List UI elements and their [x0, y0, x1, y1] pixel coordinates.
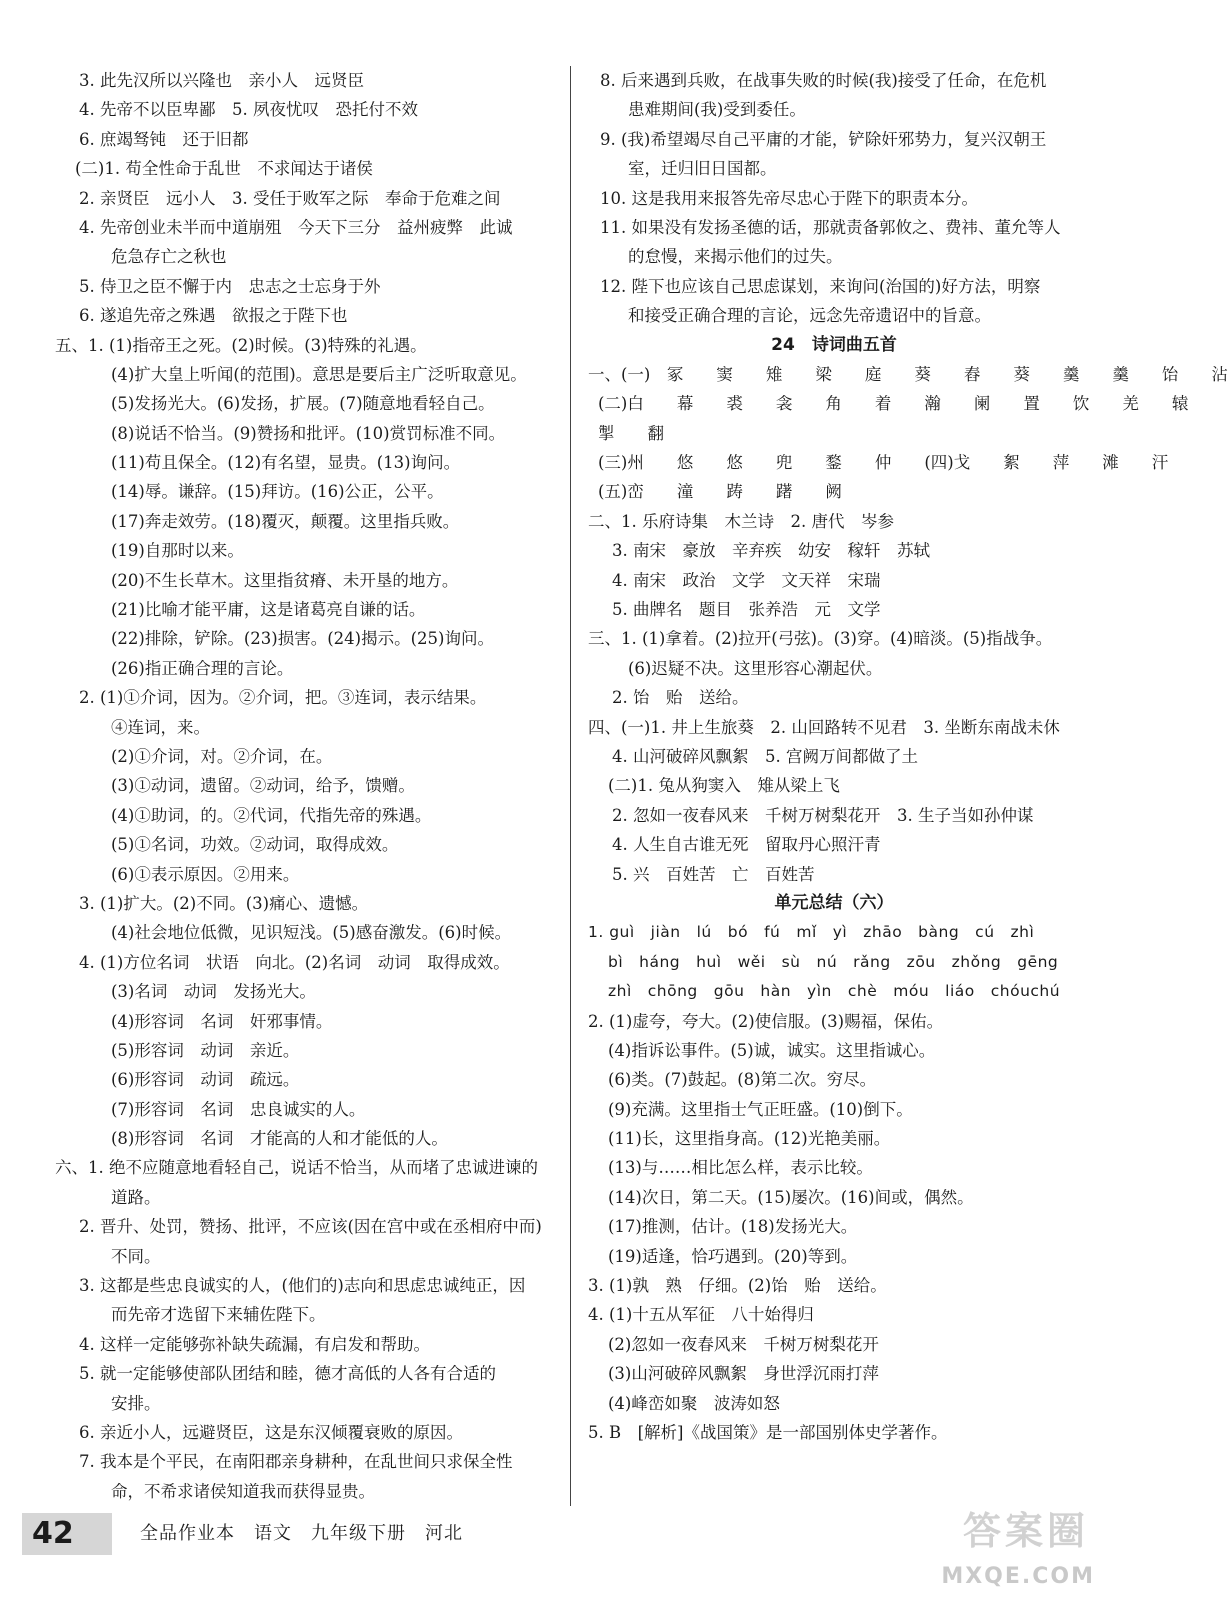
answer-line: 而先帝才选留下来辅佐陛下。 [111, 1305, 326, 1325]
answer-line: 1. guì jiàn lú bó fú mǐ yì zhāo bàng cú zhì [588, 923, 1035, 942]
answer-line: (6)类。(7)鼓起。(8)第二次。穷尽。 [608, 1070, 877, 1090]
answer-line: 4. 这样一定能够弥补缺失疏漏，有启发和帮助。 [79, 1334, 430, 1354]
answer-line: 3. 南宋 豪放 辛弃疾 幼安 稼轩 苏轼 [612, 541, 930, 561]
answer-line: 2. (1)①介词，因为。②介词，把。③连词，表示结果。 [79, 688, 487, 708]
answer-line: 3. 这都是些忠良诚实的人，(他们的)志向和思虑忠诚纯正，因 [79, 1276, 526, 1296]
answer-line: 4. 山河破碎风飘絮 5. 宫阙万间都做了土 [612, 746, 918, 766]
answer-line: 2. 亲贤臣 远小人 3. 受任于败军之际 奉命于危难之间 [79, 188, 501, 208]
answer-line: 6. 亲近小人，远避贤臣，这是东汉倾覆衰败的原因。 [79, 1422, 463, 1442]
answer-line: 5. 就一定能够使部队团结和睦，德才高低的人各有合适的 [79, 1364, 496, 1384]
answer-line: (4)指诉讼事件。(5)诚，诚实。这里指诚心。 [608, 1040, 936, 1060]
watermark [905, 1500, 1095, 1595]
answer-line: 三、1. (1)拿着。(2)拉开(弓弦)。(3)穿。(4)暗淡。(5)指战争。 [588, 629, 1053, 649]
answer-line: 一、(一) 冢 窦 雉 梁 庭 葵 舂 葵 羹 羹 饴 沾 [588, 364, 1228, 384]
answer-line: 4. (1)方位名词 状语 向北。(2)名词 动词 取得成效。 [79, 952, 510, 972]
answer-line: (11)苟且保全。(12)有名望，显贵。(13)询问。 [111, 453, 461, 473]
answer-line: (9)充满。这里指士气正旺盛。(10)倒下。 [608, 1099, 913, 1119]
answer-line: (7)形容词 名词 忠良诚实的人。 [111, 1099, 366, 1119]
answer-line: 不同。 [111, 1246, 161, 1266]
answer-line: (二)白 幕 裘 衾 角 着 瀚 阑 置 饮 羌 辕 [598, 394, 1189, 414]
watermark-text: MXQE.COM [941, 1564, 1095, 1589]
answer-line: (3)名词 动词 发扬光大。 [111, 982, 316, 1002]
answer-line: 9. (我)希望竭尽自己平庸的才能，铲除奸邪势力，复兴汉朝王 [600, 129, 1047, 149]
section-heading: 单元总结（六） [774, 892, 894, 913]
answer-line: 的怠慢，来揭示他们的过失。 [628, 247, 843, 267]
answer-line: (8)形容词 名词 才能高的人和才能低的人。 [111, 1129, 448, 1149]
answer-line: (5)①名词，功效。②动词，取得成效。 [111, 835, 399, 855]
answer-line: (二)1. 兔从狗窦入 雉从梁上飞 [608, 776, 840, 796]
answer-line: (22)排除，铲除。(23)损害。(24)揭示。(25)询问。 [111, 629, 494, 649]
answer-line: bì háng huì wěi sù nú rǎng zōu zhǒng gēng [608, 952, 1059, 971]
right-column [588, 66, 1228, 1447]
answer-line: 安排。 [111, 1393, 161, 1413]
answer-line: 3. (1)扩大。(2)不同。(3)痛心、遗憾。 [79, 893, 369, 913]
column-divider [570, 66, 571, 1506]
answer-line: (4)峰峦如聚 波涛如怒 [608, 1393, 780, 1413]
page-footer [22, 1513, 582, 1555]
answer-line: (21)比喻才能平庸，这是诸葛亮自谦的话。 [111, 600, 426, 620]
answer-line: (2)①介词，对。②介词，在。 [111, 746, 333, 766]
answer-line: 6. 庶竭驽钝 还于旧都 [79, 129, 249, 149]
answer-line: 4. (1)十五从军征 八十始得归 [588, 1305, 814, 1325]
left-column [55, 66, 560, 1506]
answer-line: (3)①动词，遗留。②动词，给予，馈赠。 [111, 776, 415, 796]
answer-line: 2. 饴 贻 送给。 [612, 688, 749, 708]
answer-line: 室，迁归旧日国都。 [628, 159, 777, 179]
answer-line: 12. 陛下也应该自己思虑谋划，来询问(治国的)好方法，明察 [600, 276, 1041, 296]
answer-line: (4)形容词 名词 奸邪事情。 [111, 1011, 333, 1031]
answer-line: 5. 曲牌名 题目 张养浩 元 文学 [612, 600, 881, 620]
answer-line: 命，不希求诸侯知道我而获得显贵。 [111, 1481, 375, 1501]
answer-line: 8. 后来遇到兵败，在战事失败的时候(我)接受了任命，在危机 [600, 71, 1047, 90]
answer-line: ④连词，来。 [111, 717, 210, 737]
answer-line: 五、1. (1)指帝王之死。(2)时候。(3)特殊的礼遇。 [55, 335, 427, 355]
answer-line: 2. 晋升、处罚，赞扬、批评，不应该(因在宫中或在丞相府中而) [79, 1217, 542, 1237]
answer-line: 2. 忽如一夜春风来 千树万树梨花开 3. 生子当如孙仲谋 [612, 805, 1034, 825]
answer-line: 3. 此先汉所以兴隆也 亲小人 远贤臣 [79, 71, 364, 90]
answer-line: (14)次日，第二天。(15)屡次。(16)间或，偶然。 [608, 1187, 974, 1207]
answer-line: (4)①助词，的。②代词，代指先帝的殊遇。 [111, 805, 432, 825]
answer-line: (三)州 悠 悠 兜 鍪 仲 (四)戈 絮 萍 滩 汗 [598, 453, 1169, 473]
answer-line: 二、1. 乐府诗集 木兰诗 2. 唐代 岑参 [588, 511, 894, 531]
answer-line: 4. 先帝创业未半而中道崩殂 今天下三分 益州疲弊 此诚 [79, 217, 513, 237]
answer-line: 11. 如果没有发扬圣德的话，那就责备郭攸之、费祎、董允等人 [600, 217, 1061, 237]
answer-line: 患难期间(我)受到委任。 [628, 100, 806, 120]
answer-line: 掣 翻 [598, 423, 664, 443]
book-title: 全品作业本 语文 九年级下册 河北 [140, 1523, 463, 1544]
answer-line: 四、(一)1. 井上生旅葵 2. 山回路转不见君 3. 坐断东南战未休 [588, 717, 1060, 737]
answer-line: 10. 这是我用来报答先帝尽忠心于陛下的职责本分。 [600, 188, 978, 208]
answer-line: (11)长，这里指身高。(12)光艳美丽。 [608, 1129, 891, 1149]
answer-line: zhì chōng gōu hàn yìn chè móu liáo chóuchú [608, 982, 1061, 1001]
answer-line: (17)奔走效劳。(18)覆灭，颠覆。这里指兵败。 [111, 511, 460, 531]
answer-line: (6)迟疑不决。这里形容心潮起伏。 [628, 658, 883, 678]
answer-line: 危急存亡之秋也 [111, 247, 227, 267]
answer-line: 4. 人生自古谁无死 留取丹心照汗青 [612, 835, 881, 855]
answer-line: (19)自那时以来。 [111, 541, 244, 561]
answer-line: (五)峦 潼 踌 躇 阙 [598, 482, 842, 502]
answer-line: (二)1. 苟全性命于乱世 不求闻达于诸侯 [75, 159, 373, 179]
answer-line: (6)①表示原因。②用来。 [111, 864, 300, 884]
answer-line: (14)辱。谦辞。(15)拜访。(16)公正，公平。 [111, 482, 444, 502]
answer-line: 4. 先帝不以臣卑鄙 5. 夙夜忧叹 恐托付不效 [79, 100, 418, 120]
answer-line: (20)不生长草木。这里指贫瘠、未开垦的地方。 [111, 570, 459, 590]
answer-line: 2. (1)虚夸，夸大。(2)使信服。(3)赐福，保佑。 [588, 1011, 944, 1031]
answer-line: 4. 南宋 政治 文学 文天祥 宋瑞 [612, 570, 881, 590]
answer-line: 和接受正确合理的言论，远念先帝遗诏中的旨意。 [628, 306, 991, 326]
answer-line: 道路。 [111, 1187, 161, 1207]
answer-line: (19)适逢，恰巧遇到。(20)等到。 [608, 1246, 858, 1266]
answer-line: (4)扩大皇上听闻(的范围)。意思是要后主广泛听取意见。 [111, 364, 527, 384]
answer-line: (4)社会地位低微，见识短浅。(5)感奋激发。(6)时候。 [111, 923, 512, 943]
answer-line: 5. 兴 百姓苦 亡 百姓苦 [612, 864, 815, 884]
answer-line: (2)忽如一夜春风来 千树万树梨花开 [608, 1334, 879, 1354]
answer-line: 3. (1)孰 熟 仔细。(2)饴 贻 送给。 [588, 1276, 887, 1296]
answer-line: 7. 我本是个平民，在南阳郡亲身耕种，在乱世间只求保全性 [79, 1452, 513, 1472]
section-heading: 24 诗词曲五首 [771, 334, 897, 355]
answer-line: 5. B [解析]《战国策》是一部国别体史学著作。 [588, 1422, 948, 1442]
answer-line: (5)发扬光大。(6)发扬，扩展。(7)随意地看轻自己。 [111, 394, 495, 414]
page-number: 42 [22, 1513, 112, 1555]
watermark-logo: 答案圈 [962, 1509, 1089, 1553]
answer-line: (8)说话不恰当。(9)赞扬和批评。(10)赏罚标准不同。 [111, 423, 506, 443]
answer-line: (5)形容词 动词 亲近。 [111, 1040, 300, 1060]
answer-line: (3)山河破碎风飘絮 身世浮沉雨打萍 [608, 1364, 879, 1384]
answer-line: (26)指正确合理的言论。 [111, 658, 294, 678]
answer-line: (13)与……相比怎么样，表示比较。 [608, 1158, 873, 1178]
answer-line: 6. 遂追先帝之殊遇 欲报之于陛下也 [79, 306, 348, 326]
answer-line: 5. 侍卫之臣不懈于内 忠志之士忘身于外 [79, 276, 381, 296]
answer-line: (6)形容词 动词 疏远。 [111, 1070, 300, 1090]
answer-line: 六、1. 绝不应随意地看轻自己，说话不恰当，从而堵了忠诚进谏的 [55, 1158, 538, 1178]
answer-line: (17)推测，估计。(18)发扬光大。 [608, 1217, 858, 1237]
